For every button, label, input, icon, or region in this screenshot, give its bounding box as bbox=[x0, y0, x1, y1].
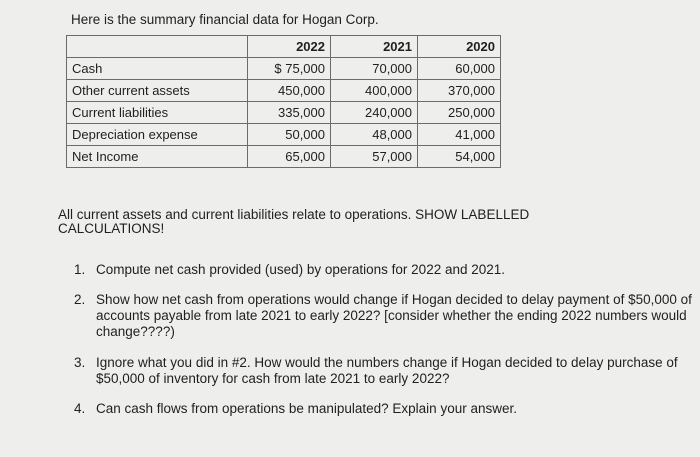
instructions-note: All current assets and current liabilities relate to operations. SHOW LABELLED CALCULATIONS! bbox=[58, 207, 530, 236]
cell-value: 450,000 bbox=[248, 80, 331, 102]
year-header-2021: 2021 bbox=[331, 36, 418, 58]
question-item bbox=[74, 292, 694, 340]
question-text: Can cash flows from operations be manipulated? Explain your answer. bbox=[96, 401, 517, 416]
row-label: Cash bbox=[67, 58, 248, 80]
cell-value: 370,000 bbox=[418, 80, 501, 102]
row-label: Other current assets bbox=[67, 80, 248, 102]
cell-value: 48,000 bbox=[331, 124, 418, 146]
cell-value: 41,000 bbox=[418, 124, 501, 146]
cell-value: 60,000 bbox=[418, 58, 501, 80]
question-text: Show how net cash from operations would change if Hogan decided to delay payment of $50,000 of accounts payable from late 2021 to early 2022? [consider whether the ending 2022 numbers would change????) bbox=[96, 292, 692, 339]
cell-value: 240,000 bbox=[331, 102, 418, 124]
question-item bbox=[74, 355, 694, 387]
table-row bbox=[67, 124, 501, 146]
question-item bbox=[74, 401, 694, 417]
cell-value: 65,000 bbox=[248, 146, 331, 168]
financial-data-table bbox=[66, 35, 501, 168]
question-number: 1. bbox=[74, 262, 86, 277]
cell-value: 250,000 bbox=[418, 102, 501, 124]
header-blank-cell bbox=[67, 36, 248, 58]
cell-value: 400,000 bbox=[331, 80, 418, 102]
cell-value: 57,000 bbox=[331, 146, 418, 168]
question-item bbox=[74, 262, 694, 278]
question-number: 4. bbox=[74, 401, 86, 416]
question-text: Compute net cash provided (used) by operations for 2022 and 2021. bbox=[96, 262, 506, 277]
intro-text: Here is the summary financial data for Hogan Corp. bbox=[71, 12, 379, 27]
row-label: Current liabilities bbox=[67, 102, 248, 124]
question-number: 3. bbox=[74, 355, 86, 370]
table-row bbox=[67, 80, 501, 102]
cell-value: 70,000 bbox=[331, 58, 418, 80]
question-text: Ignore what you did in #2. How would the numbers change if Hogan decided to delay purchase of $50,000 of inventory for cash from late 2021 to early 2022? bbox=[96, 355, 678, 386]
table-row bbox=[67, 102, 501, 124]
row-label: Depreciation expense bbox=[67, 124, 248, 146]
cell-value: $ 75,000 bbox=[248, 58, 331, 80]
cell-value: 54,000 bbox=[418, 146, 501, 168]
question-number: 2. bbox=[74, 292, 86, 307]
cell-value: 335,000 bbox=[248, 102, 331, 124]
table-row bbox=[67, 146, 501, 168]
table-header-row bbox=[67, 36, 501, 58]
question-list bbox=[74, 262, 694, 417]
cell-value: 50,000 bbox=[248, 124, 331, 146]
year-header-2022: 2022 bbox=[248, 36, 331, 58]
row-label: Net Income bbox=[67, 146, 248, 168]
table-row bbox=[67, 58, 501, 80]
year-header-2020: 2020 bbox=[418, 36, 501, 58]
